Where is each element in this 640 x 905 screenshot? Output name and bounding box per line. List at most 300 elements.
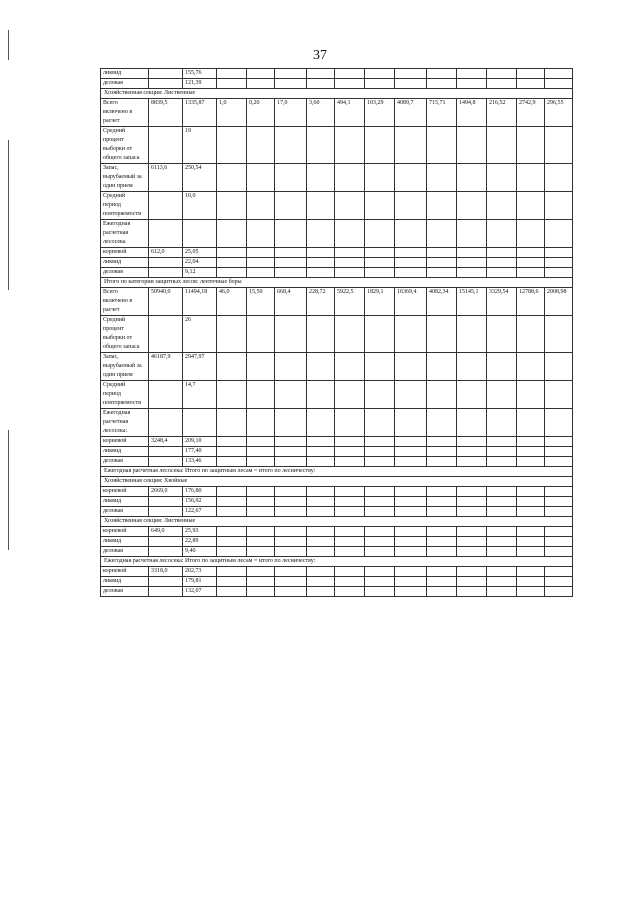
table-cell [275,457,307,467]
row-label [101,268,149,278]
table-cell [217,457,247,467]
table-cell [335,497,365,507]
row-label-line: ликвид [103,498,122,504]
row-label-line: лесосека: [103,428,128,434]
table-cell [149,79,183,89]
table-cell [335,409,365,437]
table-cell [149,447,183,457]
table-cell [247,547,275,557]
table-cell [545,127,573,164]
table-row [101,577,573,587]
table-cell: 19 [183,127,217,164]
table-cell: 715,71 [427,99,457,127]
row-label [101,497,149,507]
table-cell: 296,55 [545,99,573,127]
table-cell [487,487,517,497]
table-cell [335,316,365,353]
table-cell [545,69,573,79]
table-cell [427,457,457,467]
row-label-line: Всего [103,289,118,295]
table-cell [307,507,335,517]
table-cell [545,381,573,409]
table-cell [217,220,247,248]
table-cell: 8839,5 [149,99,183,127]
table-cell [487,192,517,220]
table-cell [487,437,517,447]
table-cell: 121,39 [183,79,217,89]
table-cell [275,381,307,409]
table-cell [365,316,395,353]
table-cell [395,69,427,79]
row-label-line: Средний [103,317,126,323]
table-cell [427,497,457,507]
section-title: Хозяйственная секция: Лиственные [101,89,573,99]
table-cell [335,537,365,547]
table-cell [427,409,457,437]
table-cell [217,537,247,547]
row-label [101,164,149,192]
table-cell [517,69,545,79]
table-cell [275,497,307,507]
table-cell [217,507,247,517]
row-label-line: корневой [103,488,127,494]
section-title: Итого по категории защитных лесов: ленточные боры [101,278,573,288]
table-cell: 22,04 [183,258,217,268]
row-label-line: повторяемости [103,211,142,217]
table-cell [517,268,545,278]
table-row [101,164,573,192]
table-cell [427,507,457,517]
table-cell: 26 [183,316,217,353]
table-cell [247,447,275,457]
table-cell [365,69,395,79]
table-cell [307,79,335,89]
row-label-line: деловая [103,588,123,594]
table-cell [307,69,335,79]
row-label [101,353,149,381]
table-cell: 132,07 [183,587,217,597]
table-cell [395,258,427,268]
table-cell [275,79,307,89]
table-cell [365,457,395,467]
table-cell [395,164,427,192]
row-label-line: Ежегодная [103,410,131,416]
table-cell [517,437,545,447]
table-cell [427,353,457,381]
table-cell: 209,10 [183,437,217,447]
table-row [101,79,573,89]
table-cell [427,437,457,447]
table-cell [307,497,335,507]
table-cell [487,316,517,353]
table-cell [545,577,573,587]
table-cell [335,127,365,164]
table-cell [183,409,217,437]
table-row [101,258,573,268]
table-cell [395,127,427,164]
table-cell [457,527,487,537]
table-cell: 4089,7 [395,99,427,127]
table-cell [275,547,307,557]
table-cell [275,353,307,381]
table-cell: 250,54 [183,164,217,192]
table-row [101,127,573,164]
table-cell [275,587,307,597]
row-label-line: процент [103,326,124,332]
table-cell [217,447,247,457]
table-cell [275,316,307,353]
table-cell: 16369,4 [395,288,427,316]
table-cell [149,457,183,467]
table-cell: 22,89 [183,537,217,547]
table-cell: 103,29 [365,99,395,127]
table-cell [457,220,487,248]
table-cell [457,437,487,447]
row-label-line: вырубаемый за [103,174,142,180]
table-cell [427,316,457,353]
table-cell [335,248,365,258]
table-cell [427,164,457,192]
row-label [101,507,149,517]
table-cell [545,567,573,577]
table-row [101,497,573,507]
table-cell: 46,0 [217,288,247,316]
table-cell [149,507,183,517]
table-cell [365,127,395,164]
table-cell [335,192,365,220]
table-cell: 2947,97 [183,353,217,381]
table-row [101,248,573,258]
row-label [101,437,149,447]
table-cell [275,507,307,517]
table-cell [487,79,517,89]
table-cell [217,164,247,192]
table-cell [307,457,335,467]
table-cell [217,353,247,381]
row-label-line: период [103,202,121,208]
table-cell [395,577,427,587]
table-cell [545,457,573,467]
table-cell: 228,72 [307,288,335,316]
table-cell [365,353,395,381]
table-cell: 3,60 [307,99,335,127]
table-cell [307,353,335,381]
table-cell [149,220,183,248]
table-cell [183,220,217,248]
table-cell: 2008,98 [545,288,573,316]
row-label [101,567,149,577]
section-title: Хозяйственная секция: Хвойные [101,477,573,487]
table-cell: 668,4 [275,288,307,316]
table-cell [487,567,517,577]
table-cell [307,268,335,278]
table-cell [517,192,545,220]
table-cell [487,381,517,409]
row-label-line: расчетная [103,230,129,236]
row-label-line: Средний [103,128,126,134]
table-cell [395,268,427,278]
row-label-line: корневой [103,568,127,574]
table-cell [217,487,247,497]
table-cell [335,587,365,597]
table-cell [275,164,307,192]
table-cell [365,79,395,89]
table-cell [247,353,275,381]
table-cell [335,79,365,89]
table-cell [307,164,335,192]
table-cell [517,497,545,507]
row-label-line: один прием [103,183,133,189]
row-label-line: общего запаса [103,344,140,350]
table-cell [545,497,573,507]
table-cell: 3248,4 [149,437,183,447]
table-row [101,447,573,457]
table-cell: 0,20 [247,99,275,127]
table-cell [307,248,335,258]
table-cell [517,127,545,164]
table-cell [335,577,365,587]
table-cell [217,527,247,537]
row-label-line: вырубаемый за [103,363,142,369]
table-cell [247,577,275,587]
table-row [101,316,573,353]
row-label-line: включено в [103,109,133,115]
table-cell [365,587,395,597]
table-cell [457,447,487,457]
table-cell [247,381,275,409]
table-cell [427,567,457,577]
table-cell [217,268,247,278]
row-label-line: деловая [103,548,123,554]
table-cell [307,409,335,437]
table-cell [149,127,183,164]
table-cell: 10,0 [183,192,217,220]
table-cell: 5922,5 [335,288,365,316]
table-cell [457,381,487,409]
table-cell: 612,0 [149,248,183,258]
table-cell [307,487,335,497]
table-cell [307,577,335,587]
row-label [101,457,149,467]
table-row [101,220,573,248]
row-label-line: деловая [103,458,123,464]
table-cell [335,507,365,517]
table-cell [217,316,247,353]
table-cell [427,248,457,258]
table-cell [545,447,573,457]
table-cell: 1494,8 [457,99,487,127]
table-cell [487,577,517,587]
table-cell [487,268,517,278]
table-cell [217,79,247,89]
row-label-line: ликвид [103,448,122,454]
table-cell [487,127,517,164]
margin-mark [8,430,9,550]
row-label-line: Запас, [103,165,119,171]
table-cell [335,527,365,537]
table-cell [395,497,427,507]
table-cell: 216,52 [487,99,517,127]
table-cell [517,409,545,437]
table-cell [247,507,275,517]
table-row [101,69,573,79]
table-cell [457,69,487,79]
table-cell: 177,40 [183,447,217,457]
row-label-line: расчет [103,118,120,124]
table-cell [395,587,427,597]
table-cell [457,547,487,557]
table-cell [457,497,487,507]
table-cell [427,487,457,497]
table-cell [395,487,427,497]
table-row [101,537,573,547]
table-cell [247,437,275,447]
table-cell [517,447,545,457]
table-row [101,527,573,537]
row-label-line: расчет [103,307,120,313]
table-cell: 15,50 [247,288,275,316]
table-cell [487,587,517,597]
table-cell [149,577,183,587]
table-cell [335,381,365,409]
table-cell [217,409,247,437]
table-cell [335,457,365,467]
table-cell [427,268,457,278]
table-cell [395,567,427,577]
row-label-line: корневой [103,249,127,255]
row-label [101,258,149,268]
table-cell: 649,0 [149,527,183,537]
row-label-line: деловая [103,269,123,275]
row-label [101,288,149,316]
table-cell: 4082,34 [427,288,457,316]
table-cell [517,537,545,547]
table-cell [545,258,573,268]
row-label-line: Ежегодная [103,221,131,227]
row-label [101,248,149,258]
table-cell [457,192,487,220]
table-cell [545,164,573,192]
table-cell [217,547,247,557]
table-cell [275,567,307,577]
table-cell: 6113,6 [149,164,183,192]
row-label-line: ликвид [103,259,122,265]
row-label [101,127,149,164]
table-cell [457,258,487,268]
table-cell [275,248,307,258]
table-cell: 155,76 [183,69,217,79]
table-cell [427,527,457,537]
table-cell [487,497,517,507]
row-label [101,381,149,409]
table-cell: 17,0 [275,99,307,127]
table-cell [395,316,427,353]
table-cell: 15145,1 [457,288,487,316]
page-number: 37 [313,48,327,63]
row-label-line: процент [103,137,124,143]
table-cell [487,164,517,192]
table-cell [545,79,573,89]
table-row [101,268,573,278]
table-cell [487,507,517,517]
table-cell [335,69,365,79]
table-cell [365,537,395,547]
table-cell [335,567,365,577]
margin-mark [8,140,9,290]
table-cell [217,127,247,164]
row-label [101,487,149,497]
table-cell [247,316,275,353]
table-cell [335,547,365,557]
table-cell [545,268,573,278]
table-cell [217,437,247,447]
table-cell: 122,67 [183,507,217,517]
table-cell [217,381,247,409]
table-cell: 14,7 [183,381,217,409]
table-cell [457,487,487,497]
row-label-line: корневой [103,438,127,444]
table-cell [365,409,395,437]
table-cell [217,577,247,587]
margin-mark [8,30,9,60]
table-cell [395,79,427,89]
table-cell [395,409,427,437]
table-cell [545,487,573,497]
table-cell [517,79,545,89]
table-cell: 25,05 [183,248,217,258]
table-cell: 9,40 [183,547,217,557]
table-cell [365,567,395,577]
section-title: Ежегодная расчетная лесосека: Итого по защитным лесам = итого по лесничеству: [101,557,573,567]
table-cell [247,537,275,547]
table-row [101,353,573,381]
row-label-line: ликвид [103,538,122,544]
table-cell [149,69,183,79]
table-cell [517,248,545,258]
table-cell [457,316,487,353]
table-cell [307,587,335,597]
table-cell: 2742,9 [517,99,545,127]
row-label-line: повторяемости [103,400,142,406]
table-cell [545,192,573,220]
row-label-line: Запас, [103,354,119,360]
table-cell [217,248,247,258]
table-cell [247,79,275,89]
table-cell [545,409,573,437]
table-cell: 3329,54 [487,288,517,316]
table-cell [427,79,457,89]
table-cell [149,381,183,409]
table-cell [335,487,365,497]
table-row [101,99,573,127]
table-cell [427,587,457,597]
table-cell [365,497,395,507]
table-cell [427,220,457,248]
section-row [101,517,573,527]
table-cell [427,577,457,587]
table-cell [545,353,573,381]
table-cell [217,587,247,597]
table-cell [335,258,365,268]
table-cell [365,487,395,497]
table-cell [247,248,275,258]
table-row [101,409,573,437]
table-cell [427,381,457,409]
table-cell [487,353,517,381]
row-label-line: Всего [103,100,118,106]
table-cell [457,164,487,192]
table-cell [275,447,307,457]
